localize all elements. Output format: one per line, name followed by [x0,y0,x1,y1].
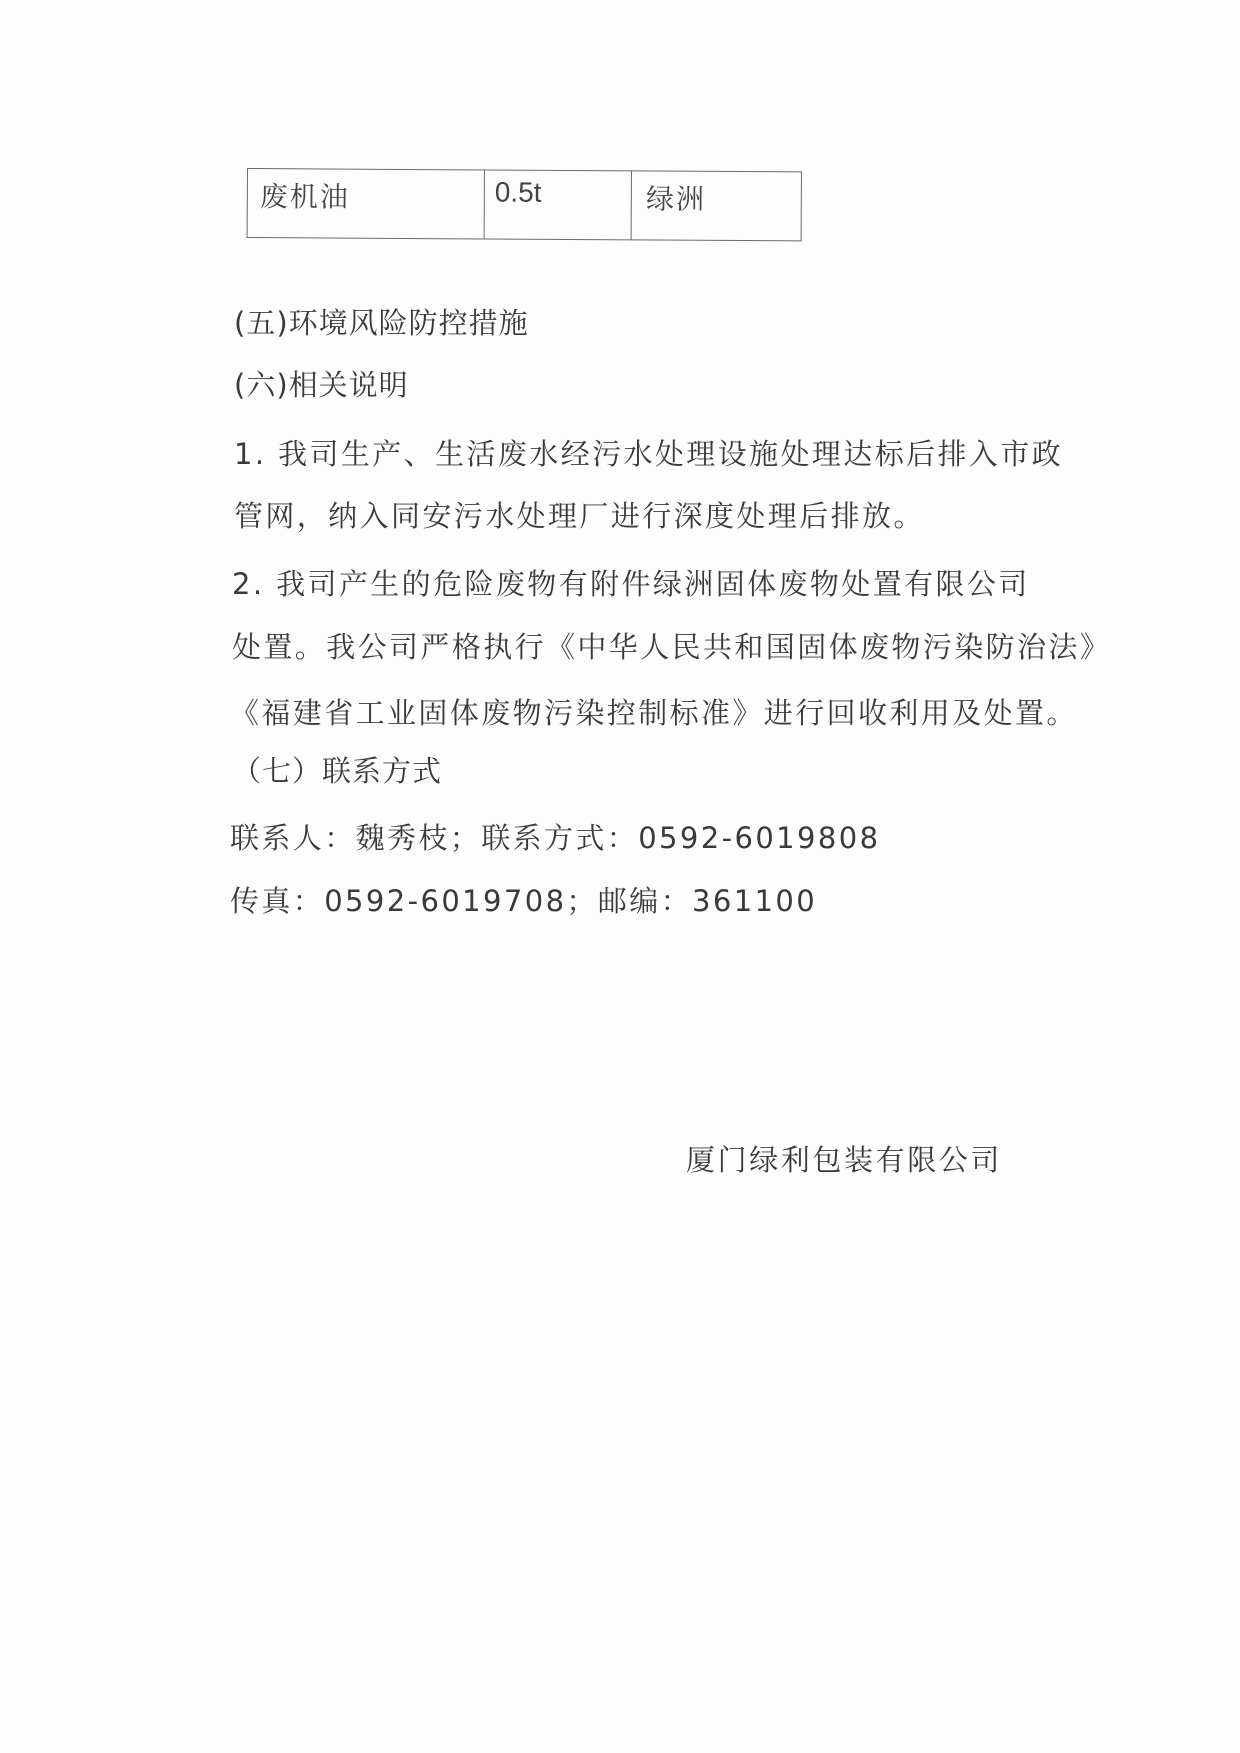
paragraph-2-line-2: 处置。我公司严格执行《中华人民共和国固体废物污染防治法》 [232,630,1112,664]
waste-amount-cell: 0.5t [484,170,632,240]
table-row [247,169,801,241]
waste-handler-cell: 绿洲 [631,171,801,241]
contact-person-line: 联系人：魏秀枝；联系方式：0592-6019808 [230,821,881,855]
hazardous-waste-table [247,168,802,241]
waste-name-cell: 废机油 [247,169,484,239]
paragraph-1-line-2: 管网，纳入同安污水处理厂进行深度处理后排放。 [234,499,925,533]
paragraph-1-line-1: 1. 我司生产、生活废水经污水处理设施处理达标后排入市政 [234,437,1064,471]
fax-postcode-line: 传真：0592-6019708；邮编：361100 [230,884,818,918]
company-signature: 厦门绿利包装有限公司 [686,1143,1003,1177]
section-5-heading: (五)环境风险防控措施 [234,306,529,340]
section-7-heading: （七）联系方式 [232,754,443,788]
paragraph-2-line-1: 2. 我司产生的危险废物有附件绿洲固体废物处置有限公司 [232,567,1030,601]
paragraph-2-line-3: 《福建省工业固体废物污染控制标准》进行回收利用及处置。 [230,696,1078,730]
section-6-heading: (六)相关说明 [234,368,409,402]
